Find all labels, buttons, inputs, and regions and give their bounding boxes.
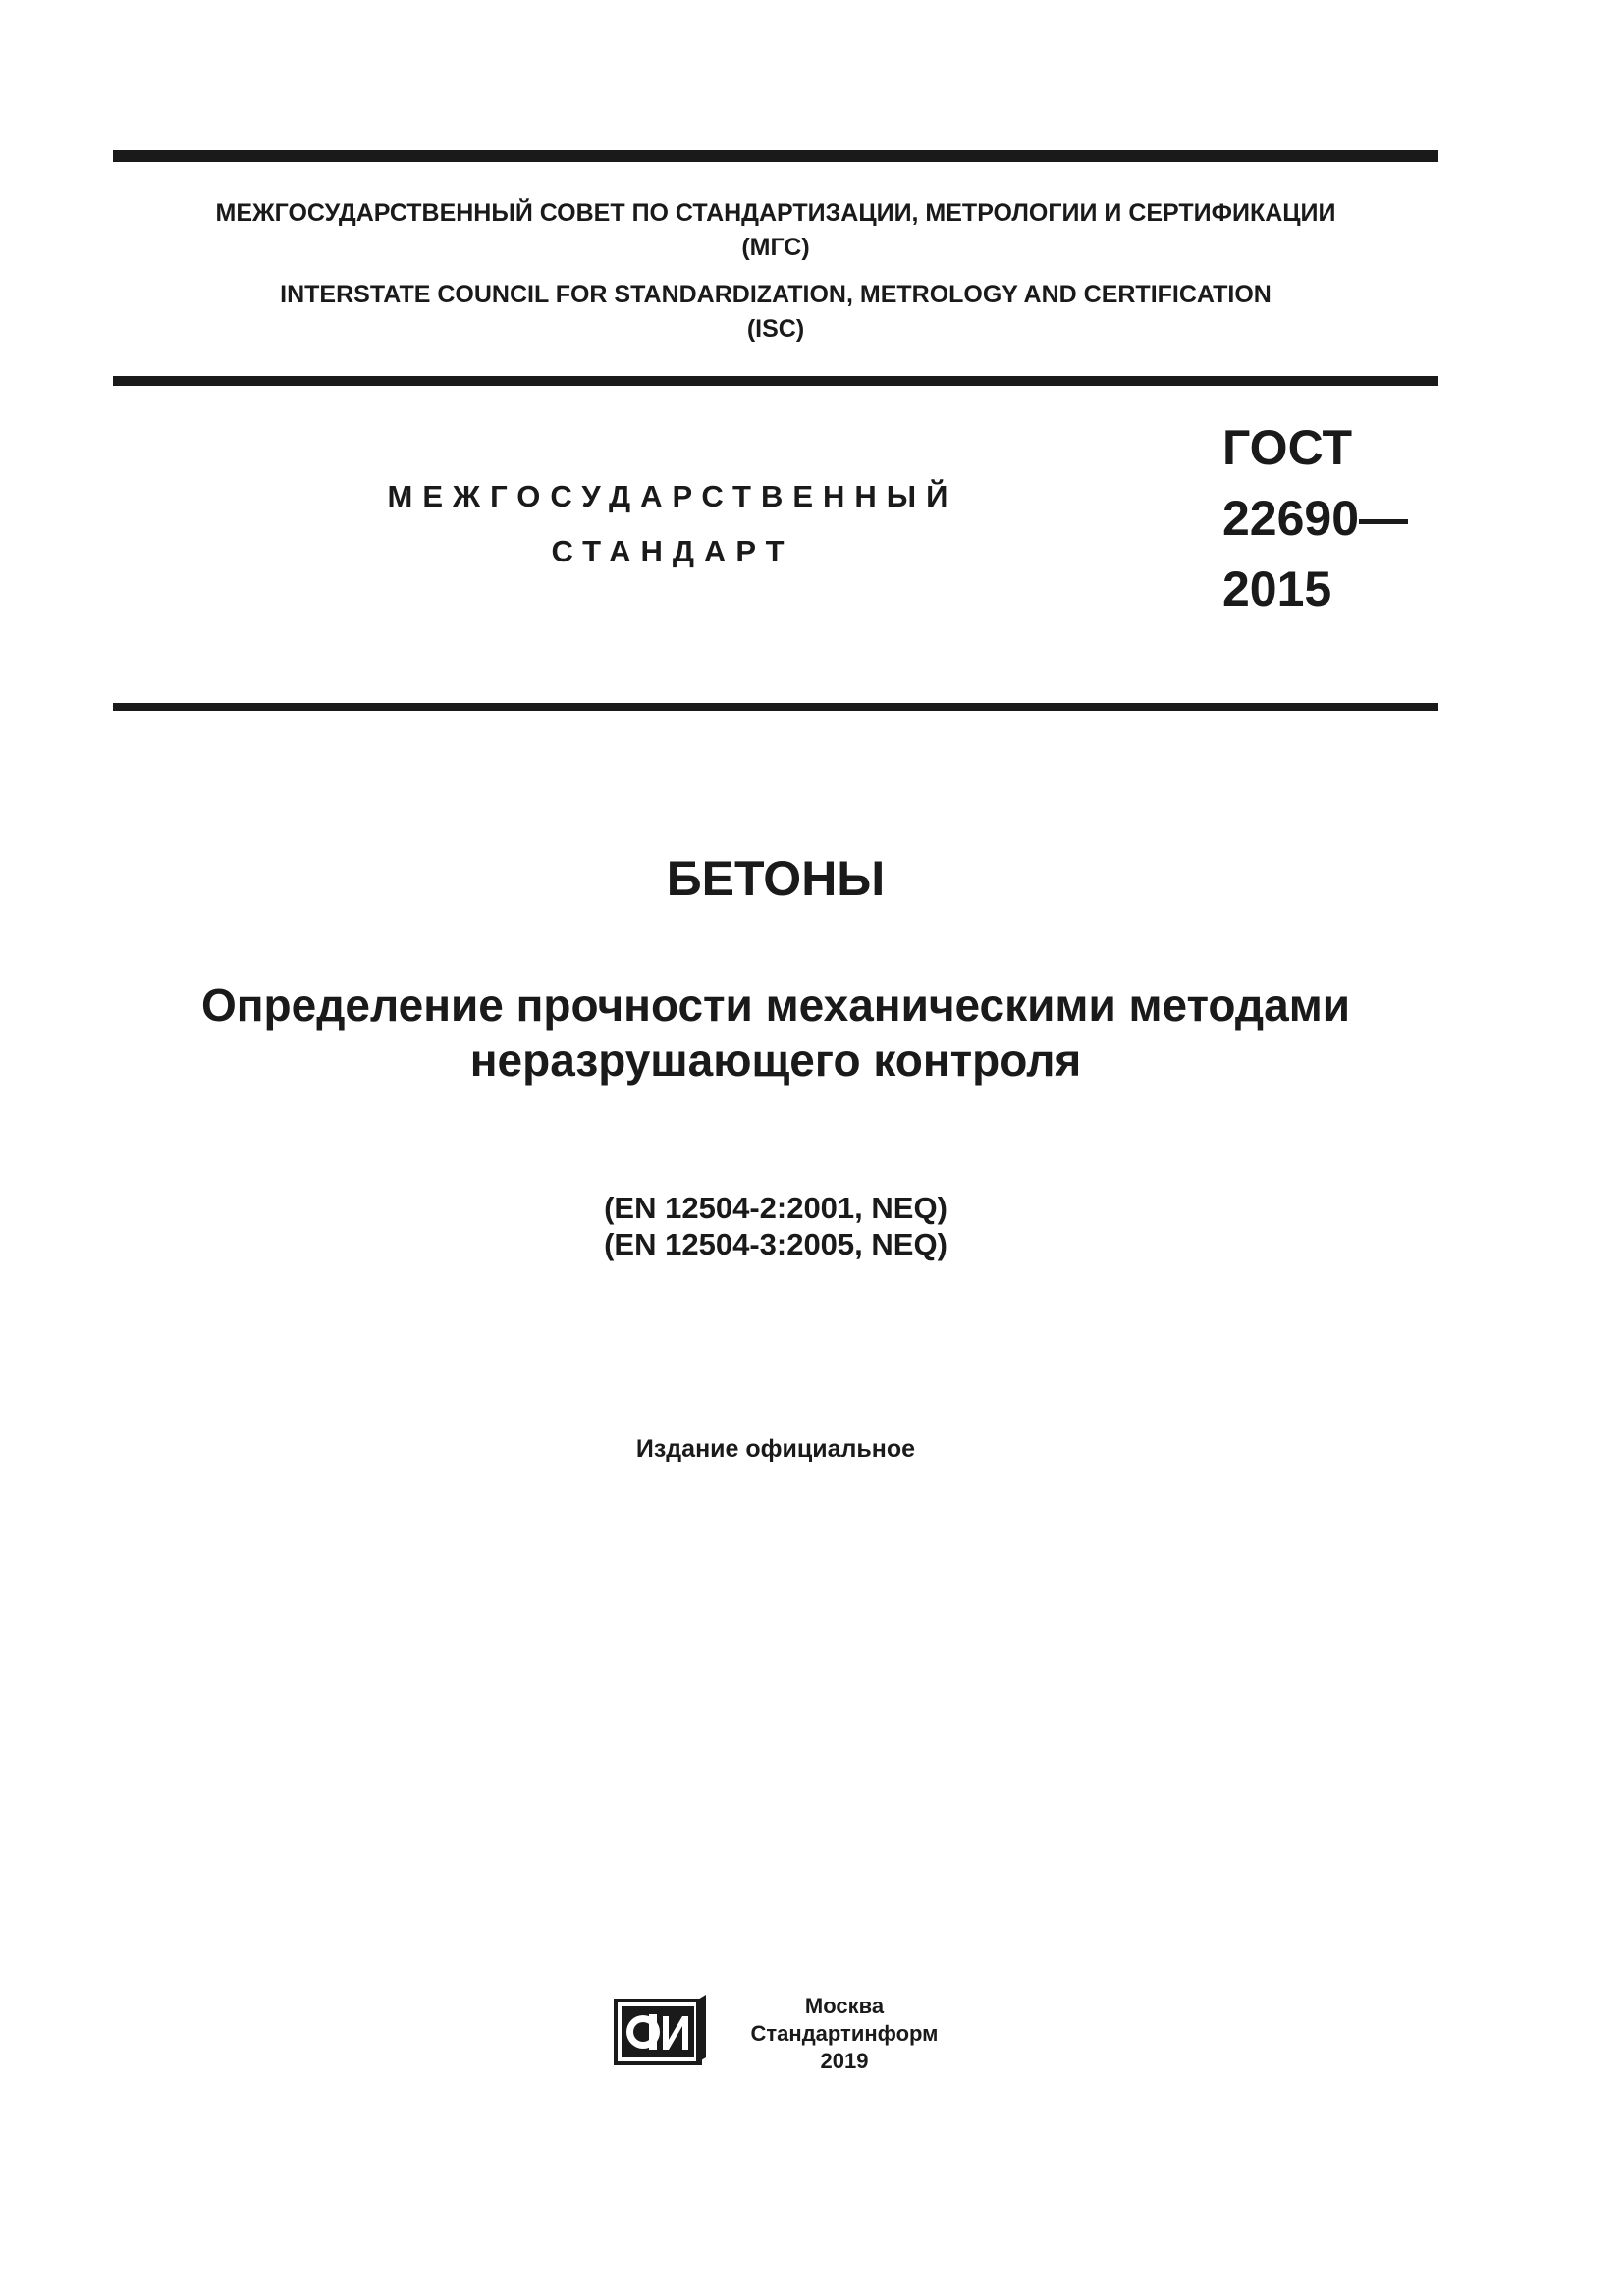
standard-type-line1: МЕЖГОСУДАРСТВЕННЫЙ [387,479,958,513]
reference-en-12504-2: (EN 12504-2:2001, NEQ) [604,1191,947,1225]
standard-type-line2: СТАНДАРТ [551,534,794,568]
document-title: БЕТОНЫ [666,851,886,906]
council-name-en [113,278,1438,347]
gost-designation [1222,412,1408,624]
publisher-info [717,1993,972,2075]
council-ru-text: МЕЖГОСУДАРСТВЕННЫЙ СОВЕТ ПО СТАНДАРТИЗАЦИИ, МЕТРОЛОГИИ И СЕРТИФИКАЦИИ [215,199,1336,227]
council-en-text: INTERSTATE COUNCIL FOR STANDARDIZATION, METROLOGY AND CERTIFICATION [280,281,1272,308]
council-ru-abbreviation: (МГС) [741,234,810,261]
reference-en-12504-3: (EN 12504-3:2005, NEQ) [604,1227,947,1261]
council-name-ru [113,196,1438,265]
middle-divider [113,376,1438,386]
edition-note: Издание официальное [635,1435,916,1463]
bottom-divider [113,703,1438,711]
gost-number: 22690— [1222,491,1409,546]
document-subtitle [113,978,1438,1088]
standard-type-label [295,469,1051,579]
subtitle-line1: Определение прочности механическими методами [200,980,1351,1031]
gost-prefix: ГОСТ [1222,420,1352,475]
reference-standards [113,1190,1438,1262]
gost-year: 2015 [1222,561,1332,616]
publisher-name: Стандартинформ [750,2021,939,2046]
council-en-abbreviation: (ISC) [746,315,805,343]
standartinform-logo-icon [614,1993,708,2071]
publisher-year: 2019 [820,2049,869,2073]
subtitle-line2: неразрушающего контроля [469,1035,1082,1086]
top-divider [113,150,1438,162]
publisher-city: Москва [804,1994,885,2018]
